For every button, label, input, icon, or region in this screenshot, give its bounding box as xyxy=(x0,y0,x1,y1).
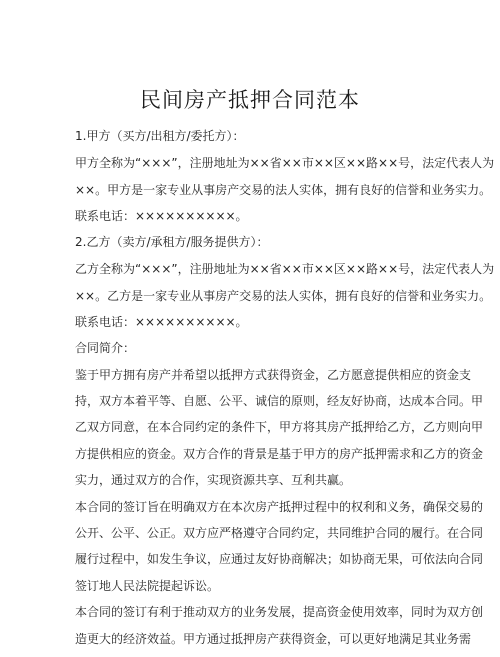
party-a-heading: 1.甲方（买方/出租方/委托方）： xyxy=(75,129,245,143)
paragraph-line: 持，双方本着平等、自愿、公平、诚信的原则，经友好协商，达成本合同。甲 xyxy=(75,394,484,408)
party-a-phone: 联系电话：××××××××××。 xyxy=(75,209,248,223)
paragraph-line: 实力，通过双方的合作，实现资源共享、互利共赢。 xyxy=(75,473,352,487)
paragraph-line: ××。甲方是一家专业从事房产交易的法人实体，拥有良好的信誉和业务实力。 xyxy=(75,183,492,197)
paragraph-line: 乙方全称为“×××”，注册地址为××省××市××区××路××号，法定代表人为 xyxy=(75,262,495,276)
paragraph-line: 甲方全称为“×××”，注册地址为××省××市××区××路××号，法定代表人为 xyxy=(75,156,495,170)
contract-intro-heading: 合同简介： xyxy=(75,341,136,355)
paragraph-line: 履行过程中，如发生争议，应通过友好协商解决；如协商无果，可依法向合同 xyxy=(75,552,484,566)
paragraph-line: 方提供相应的资金。双方合作的背景是基于甲方的房产抵押需求和乙方的资金 xyxy=(75,447,484,461)
paragraph-line: 本合同的签订有利于推动双方的业务发展，提高资金使用效率，同时为双方创 xyxy=(75,605,484,619)
paragraph-line: 公开、公平、公正。双方应严格遵守合同约定，共同维护合同的履行。在合同 xyxy=(75,526,484,540)
paragraph-line: 鉴于甲方拥有房产并希望以抵押方式获得资金，乙方愿意提供相应的资金支 xyxy=(75,368,472,382)
paragraph-line: 造更大的经济效益。甲方通过抵押房产获得资金，可以更好地满足其业务需 xyxy=(75,632,472,646)
paragraph-line: 乙双方同意，在本合同约定的条件下，甲方将其房产抵押给乙方，乙方则向甲 xyxy=(75,420,484,434)
party-b-phone: 联系电话：××××××××××。 xyxy=(75,315,248,329)
paragraph-line: ××。乙方是一家专业从事房产交易的法人实体，拥有良好的信誉和业务实力。 xyxy=(75,289,492,303)
document-title: 民间房产抵押合同范本 xyxy=(140,88,360,112)
party-b-heading: 2.乙方（卖方/承租方/服务提供方）： xyxy=(75,235,269,249)
paragraph-line: 签订地人民法院提起诉讼。 xyxy=(75,579,220,593)
paragraph-line: 本合同的签订旨在明确双方在本次房产抵押过程中的权利和义务，确保交易的 xyxy=(75,500,484,514)
